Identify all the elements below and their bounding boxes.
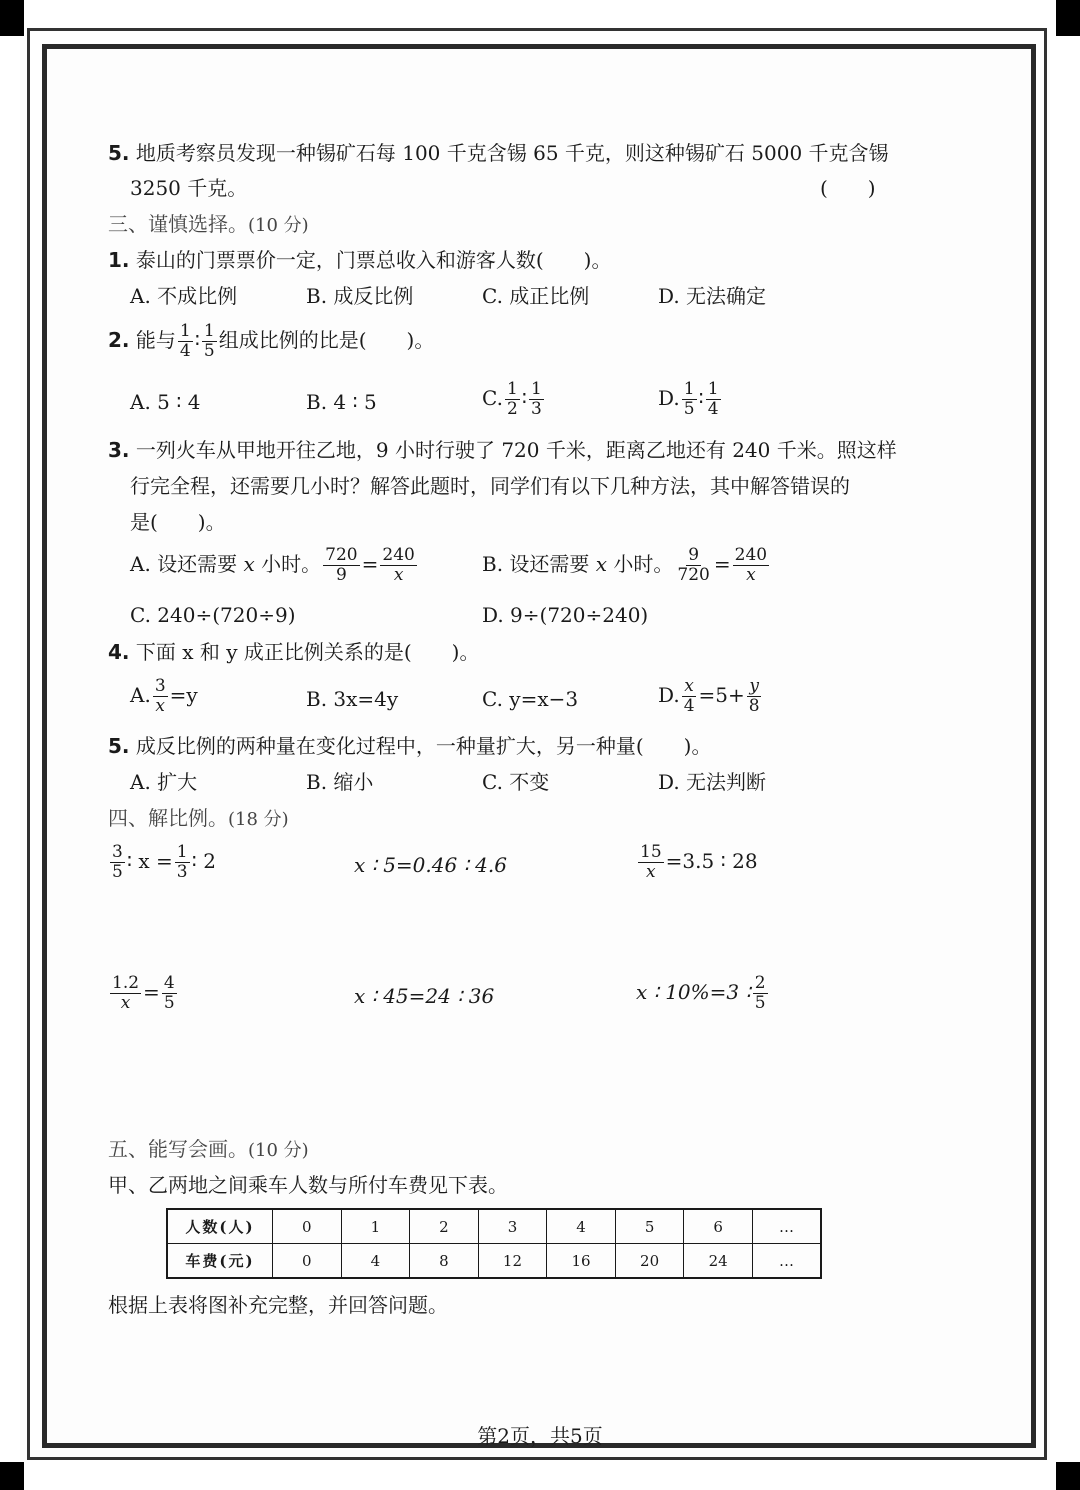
- table-cell: 16: [547, 1244, 616, 1279]
- section-5-intro: 甲、乙两地之间乘车人数与所付车费见下表。: [108, 1173, 508, 1197]
- q5-option-c[interactable]: C. 不变: [482, 770, 550, 794]
- proportion-3[interactable]: $\frac{15}{x}$ =3.5 ∶ 28: [640, 842, 758, 882]
- q4-option-a[interactable]: A. $\frac{3}{x}$ =y: [130, 676, 198, 716]
- top-left-edge: [0, 0, 24, 36]
- section-3-title: 三、谨慎选择。(10 分): [108, 212, 309, 236]
- proportion-5[interactable]: x ∶ 45=24 ∶ 36: [354, 984, 495, 1008]
- mc-question-3-line2: 行完全程，还需要几小时？解答此题时，同学们有以下几种方法，其中解答错误的: [130, 474, 850, 498]
- table-header-people: 人数(人): [167, 1209, 273, 1244]
- proportion-1[interactable]: $\frac{3}{5}$ ∶ x = $\frac{1}{3}$ ∶ 2: [112, 842, 216, 882]
- table-cell: 8: [410, 1244, 479, 1279]
- q4-option-d[interactable]: D. $\frac{x}{4}$ =5+ $\frac{y}{8}$: [658, 676, 760, 716]
- table-cell: 0: [273, 1244, 342, 1279]
- table-row: [167, 1209, 821, 1244]
- q1-option-c[interactable]: C. 成正比例: [482, 284, 590, 308]
- table-cell: …: [752, 1244, 821, 1279]
- q4-option-c[interactable]: C. y=x−3: [482, 687, 579, 711]
- q5-option-b[interactable]: B. 缩小: [306, 770, 374, 794]
- q2-option-c[interactable]: C. $\frac{1}{2}$ ∶ $\frac{1}{3}$: [482, 379, 542, 419]
- table-cell: 0: [273, 1209, 342, 1244]
- fare-table: [166, 1208, 822, 1279]
- section-4-title: 四、解比例。(18 分): [108, 806, 289, 830]
- table-header-fare: 车费(元): [167, 1244, 273, 1279]
- q3-option-a[interactable]: A. 设还需要 x 小时。 $\frac{720}{9}$ = $\frac{240}{x}$: [130, 545, 415, 585]
- table-cell: 12: [478, 1244, 547, 1279]
- proportion-6[interactable]: x ∶ 10%=3 ∶ $\frac{2}{5}$: [636, 973, 766, 1013]
- section-5-instruction: 根据上表将图补充完整，并回答问题。: [108, 1293, 448, 1317]
- fraction: $\frac{1}{5}$: [203, 321, 215, 361]
- mc-question-5: 5. 成反比例的两种量在变化过程中，一种量扩大，另一种量( )。: [108, 734, 712, 758]
- table-cell: 4: [547, 1209, 616, 1244]
- q1-option-b[interactable]: B. 成反比例: [306, 284, 414, 308]
- proportion-2[interactable]: x ∶ 5=0.46 ∶ 4.6: [354, 853, 507, 877]
- top-right-edge: [1056, 0, 1080, 36]
- q5-option-d[interactable]: D. 无法判断: [658, 770, 767, 794]
- q1-option-d[interactable]: D. 无法确定: [658, 284, 767, 308]
- table-cell: 1: [341, 1209, 410, 1244]
- table-cell: 6: [684, 1209, 753, 1244]
- tf-question-5-line2: 3250 千克。: [130, 176, 248, 200]
- q3-option-c[interactable]: C. 240÷(720÷9): [130, 603, 296, 627]
- bottom-right-edge: [1056, 1462, 1080, 1490]
- q3-option-d[interactable]: D. 9÷(720÷240): [482, 603, 649, 627]
- q2-option-a[interactable]: A. 5 ∶ 4: [130, 390, 201, 414]
- table-cell: 5: [615, 1209, 684, 1244]
- bottom-left-edge: [0, 1462, 24, 1490]
- table-row: [167, 1244, 821, 1279]
- table-cell: 2: [410, 1209, 479, 1244]
- q2-option-d[interactable]: D. $\frac{1}{5}$ ∶ $\frac{1}{4}$: [658, 379, 719, 419]
- table-cell: …: [752, 1209, 821, 1244]
- section-5-title: 五、能写会画。(10 分): [108, 1137, 309, 1161]
- q5-option-a[interactable]: A. 扩大: [130, 770, 198, 794]
- mc-question-4: 4. 下面 x 和 y 成正比例关系的是( )。: [108, 640, 480, 664]
- fraction: $\frac{1}{4}$: [179, 321, 191, 361]
- page-footer: 第2页，共5页: [477, 1424, 603, 1448]
- q4-option-b[interactable]: B. 3x=4y: [306, 687, 399, 711]
- table-cell: 20: [615, 1244, 684, 1279]
- q2-option-b[interactable]: B. 4 ∶ 5: [306, 390, 377, 414]
- table-cell: 24: [684, 1244, 753, 1279]
- q3-option-b[interactable]: B. 设还需要 x 小时。 $\frac{9}{720}$ = $\frac{240}{x}$: [482, 545, 768, 585]
- table-cell: 4: [341, 1244, 410, 1279]
- tf-answer-paren[interactable]: ( ): [820, 176, 876, 200]
- mc-question-1: 1. 泰山的门票票价一定，门票总收入和游客人数( )。: [108, 248, 612, 272]
- mc-question-3-line3: 是( )。: [130, 510, 226, 534]
- table-cell: 3: [478, 1209, 547, 1244]
- mc-question-2: 2. 能与 $\frac{1}{4}$ ∶ $\frac{1}{5}$ 组成比例的比是( )。: [108, 321, 435, 361]
- tf-question-5: 5. 地质考察员发现一种锡矿石每 100 千克含锡 65 千克，则这种锡矿石 5000 千克含锡: [108, 141, 889, 165]
- mc-question-3: 3. 一列火车从甲地开往乙地，9 小时行驶了 720 千米，距离乙地还有 240 千米。照这样: [108, 438, 897, 462]
- proportion-4[interactable]: $\frac{1.2}{x}$ = $\frac{4}{5}$: [112, 973, 175, 1013]
- q1-option-a[interactable]: A. 不成比例: [130, 284, 238, 308]
